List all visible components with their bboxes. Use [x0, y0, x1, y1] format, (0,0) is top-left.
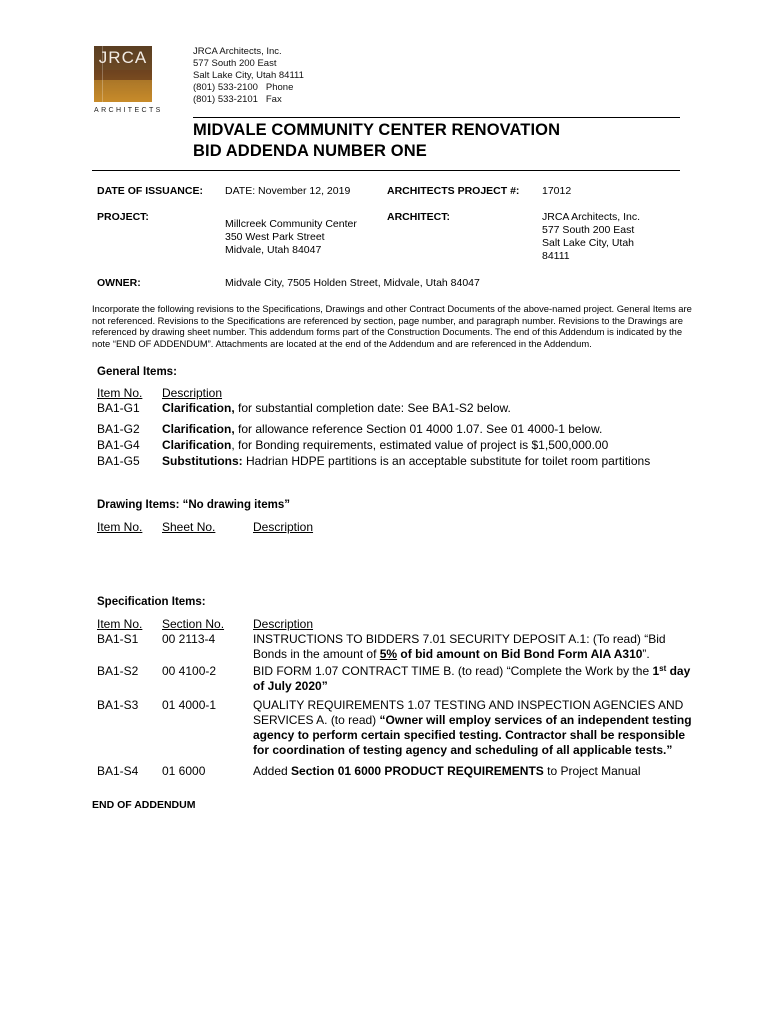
project-number-value: 17012 [542, 185, 572, 197]
spec-section-no: 00 2113-4 [162, 632, 216, 646]
spec-section-no: 01 6000 [162, 764, 206, 778]
spec-item-no: BA1-S1 [97, 632, 139, 646]
document-subtitle: BID ADDENDA NUMBER ONE [193, 142, 427, 160]
drawing-items-heading: Drawing Items: “No drawing items” [97, 499, 290, 511]
firm-fax: (801) 533-2101 Fax [193, 94, 282, 105]
spec-item-no: BA1-S2 [97, 664, 139, 678]
general-item-desc: Clarification, for allowance reference Section 01 4000 1.07. See 01 4000-1 below. [162, 422, 603, 436]
intro-paragraph: Incorporate the following revisions to the Specifications, Drawings and other Contract Documents of the above-named project. General Items are not referenced. Revisions to the Specifications are referenced by section, page number, and paragraph number. Revisions to the Drawings are referenced by drawing sheet number. This addendum forms part of the Construction Documents. The end of this Addendum is indicated by the note “END OF ADDENDUM”. Attachments are located at the end of the Addendum and are referenced in the Addendum. [92, 303, 692, 349]
general-item-no: BA1-G2 [97, 422, 140, 436]
spec-section-no: 01 4000-1 [162, 698, 217, 712]
spec-item-no: BA1-S3 [97, 698, 139, 712]
spec-items-heading: Specification Items: [97, 596, 206, 608]
drawing-col-item: Item No. [97, 520, 143, 534]
spec-col-item: Item No. [97, 617, 143, 631]
spec-item-desc: QUALITY REQUIREMENTS 1.07 TESTING AND INSPECTION AGENCIES AND SERVICES A. (to read) “Owner will employ services of an independent testing agency to perform certain specified testing. Contractor shall be responsible for coordination of testing agency and scheduling of all applicable tests.” [253, 698, 692, 757]
general-col-item: Item No. [97, 386, 143, 400]
project-label: PROJECT: [97, 211, 149, 223]
firm-street: 577 South 200 East [193, 58, 277, 69]
firm-logo [94, 46, 152, 102]
project-value: Millcreek Community Center 350 West Park Street Midvale, Utah 84047 [225, 218, 357, 256]
title-rule-top [193, 117, 680, 118]
owner-value: Midvale City, 7505 Holden Street, Midvale, Utah 84047 [225, 277, 480, 289]
title-rule-bottom [92, 170, 680, 171]
logo-mark: JRCA [98, 48, 148, 67]
spec-col-section: Section No. [162, 617, 225, 631]
general-items-heading: General Items: [97, 366, 177, 378]
spec-item-desc: INSTRUCTIONS TO BIDDERS 7.01 SECURITY DEPOSIT A.1: (To read) “Bid Bonds in the amount of 5% of bid amount on Bid Bond Form AIA A310”. [253, 632, 666, 661]
general-item-no: BA1-G4 [97, 438, 140, 452]
general-col-description: Description [162, 386, 223, 400]
firm-name: JRCA Architects, Inc. [193, 46, 282, 57]
general-item-desc: Clarification, for Bonding requirements, estimated value of project is $1,500,000.00 [162, 438, 609, 452]
general-item-desc: Substitutions: Hadrian HDPE partitions is an acceptable substitute for toilet room partitions [162, 454, 651, 468]
architect-value: JRCA Architects, Inc. 577 South 200 East Salt Lake City, Utah 84111 [542, 211, 641, 262]
issuance-value: DATE: November 12, 2019 [225, 185, 351, 197]
firm-phone: (801) 533-2100 Phone [193, 82, 294, 93]
owner-label: OWNER: [97, 277, 141, 289]
spec-section-no: 00 4100-2 [162, 664, 217, 678]
document-title: MIDVALE COMMUNITY CENTER RENOVATION [193, 121, 561, 139]
firm-city: Salt Lake City, Utah 84111 [193, 70, 304, 81]
general-item-no: BA1-G5 [97, 454, 140, 468]
spec-col-description: Description [253, 617, 314, 631]
general-item-no: BA1-G1 [97, 401, 140, 415]
architect-label: ARCHITECT: [387, 211, 450, 223]
spec-item-desc: Added Section 01 6000 PRODUCT REQUIREMENTS to Project Manual [253, 764, 641, 778]
firm-address-block [193, 46, 304, 106]
project-number-label: ARCHITECTS PROJECT #: [387, 185, 520, 197]
issuance-label: DATE OF ISSUANCE: [97, 185, 203, 197]
drawing-col-sheet: Sheet No. [162, 520, 216, 534]
drawing-col-description: Description [253, 520, 314, 534]
general-item-desc: Clarification, for substantial completion date: See BA1-S2 below. [162, 401, 511, 415]
end-of-addendum: END OF ADDENDUM [92, 799, 196, 811]
spec-item-no: BA1-S4 [97, 764, 139, 778]
logo-subtitle: ARCHITECTS [94, 107, 163, 114]
spec-item-desc: BID FORM 1.07 CONTRACT TIME B. (to read) “Complete the Work by the 1st day of July 2020” [253, 664, 691, 693]
